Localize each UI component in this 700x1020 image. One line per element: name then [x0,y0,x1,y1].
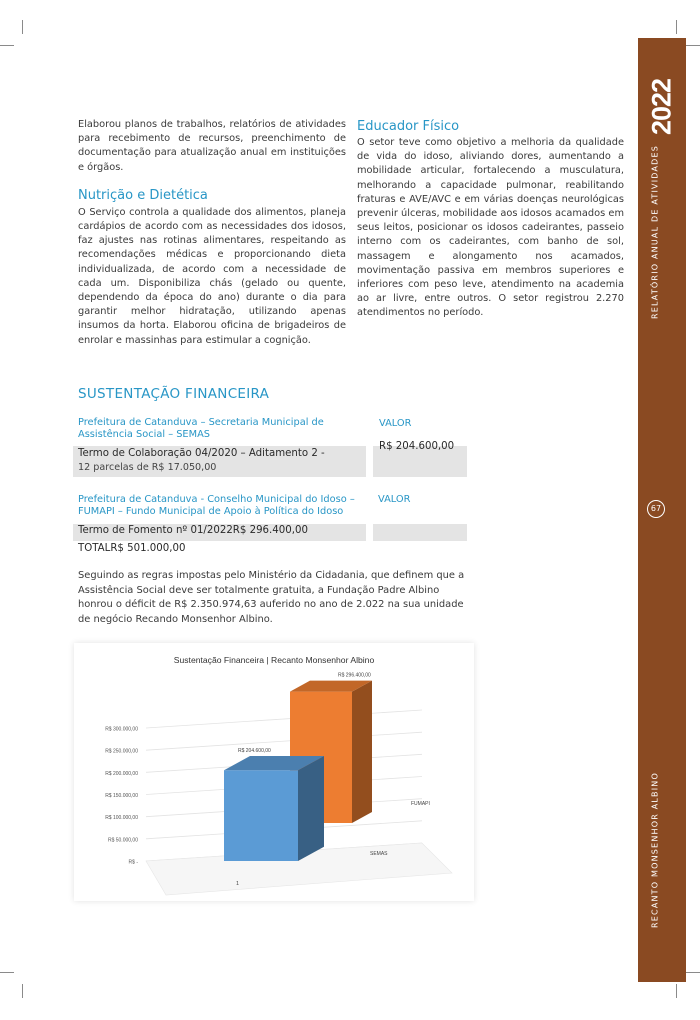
page-number: 67 [647,500,665,518]
crop-mark [686,45,700,46]
y-tick-label: R$ 100.000,00 [105,815,138,822]
data-label-semas: R$ 204.600,00 [238,747,271,754]
y-tick-label: R$ 250.000,00 [105,748,138,755]
funding-source-2-line1: Prefeitura de Catanduva - Conselho Municipal do Idoso – [78,494,355,505]
bar-side-semas [298,756,324,861]
total-amount: TOTALR$ 501.000,00 [78,543,186,554]
funding-source-2 [78,494,411,518]
report-title-vertical: RELATÓRIO ANUAL DE ATIVIDADES [650,144,660,320]
funding-source-1-line1: Prefeitura de Catanduva – Secretaria Municipal de [78,417,324,428]
financial-chart [74,643,474,901]
installments-1: 12 parcelas de R$ 17.050,00 [78,462,217,473]
category-label: 1 [236,881,240,887]
chart-title: Sustentação Financeira | Recanto Monsenhor Albino [173,655,375,665]
physical-educator-heading: Educador Físico [357,119,460,134]
crop-mark [686,972,700,973]
crop-mark [0,972,14,973]
value-header-2: VALOR [378,494,411,505]
nutrition-paragraph: O Serviço controla a qualidade dos alimentos, planeja cardápios de acordo com as necessidades dos idosos, faz ajustes nas rotinas alimentares, respeitando as recomendações médicas e proporcionando dieta individualizada, de acordo com a necessidade de cada um. Disponibiliza chás (gelado ou quente, dependendo da época do ano) durante o dia para garantir melhor hidratação, utilizando apenas insumos da horta. Elaborou oficina de brigadeiros de enrolar e massinhas para estimular a cognição. [78,206,346,346]
crop-mark [676,984,677,998]
gridline [146,710,422,728]
term-1: Termo de Colaboração 04/2020 – Aditamento 2 - [78,448,325,459]
series-label-semas: SEMAS [370,851,388,857]
deficit-paragraph: Seguindo as regras impostas pelo Ministério da Cidadania, que definem que a Assistência Social deve ser totalmente gratuita, a Fundação Padre Albino honrou o déficit de R$ 2.350.974,63 auferido no ano de 2.022 na sua unidade de negócio Recando Monsenhor Albino. [78,570,465,625]
value-1: R$ 204.600,00 [379,441,455,452]
unit-name-vertical: RECANTO MONSENHOR ALBINO [650,772,660,928]
crop-mark [676,20,677,34]
intro-paragraph: Elaborou planos de trabalhos, relatórios de atividades para recebimento de recursos, preenchimento de documentação para atualização anual em instituições e órgãos. [78,119,346,173]
financial-section-title: SUSTENTAÇÃO FINANCEIRA [78,386,270,402]
value-header-1: VALOR [379,418,412,429]
y-tick-label: R$ 200.000,00 [105,770,138,777]
crop-mark [22,20,23,34]
y-tick-label: R$ 150.000,00 [105,793,138,799]
left-column [78,118,346,348]
data-label-fumapi: R$ 296.400,00 [338,672,371,679]
nutrition-heading: Nutrição e Dietética [78,187,208,203]
funding-source-1-line2: Assistência Social – SEMAS [78,429,210,440]
right-column [357,118,624,321]
physical-educator-paragraph: O setor teve como objetivo a melhoria da qualidade de vida do idoso, aliviando dores, aumentando a mobilidade articular, fortalecendo a musculatura, melhorando a capacidade pulmonar, reabilitando fraturas e AVE/AVC e em várias doenças neurológicas prevenir úlceras, mobilidade aos idosos acamados em seus leitos, posicionar os idosos cadeirantes, passeio interno com os cadeirantes, com banho de sol, massagem e alongamento nos acamados, movimentação passiva em membros superiores e inferiores com peso leve, atendimento na academia ao ar livre, entre outros. O setor registrou 2.270 atendimentos no período. [357,137,624,319]
bar-front-semas [224,770,298,861]
y-tick-label: R$ - [128,859,138,866]
funding-source-1 [78,417,363,441]
crop-mark [0,45,14,46]
y-tick-label: R$ 50.000,00 [107,837,138,844]
gridline [146,732,422,750]
series-label-fumapi: FUMAPI [411,801,430,807]
y-tick-label: R$ 300.000,00 [105,726,138,733]
bar-side-fumapi [352,681,372,823]
crop-mark [22,984,23,998]
year-label [642,78,682,136]
chart-canvas [74,643,474,901]
value-cell-2 [373,524,467,541]
funding-source-2-line2: FUMAPI – Fundo Municipal de Apoio à Política do Idoso [78,506,344,517]
term-2: Termo de Fomento nº 01/2022R$ 296.400,00 [78,525,308,536]
year-text: 2022 [646,78,677,136]
